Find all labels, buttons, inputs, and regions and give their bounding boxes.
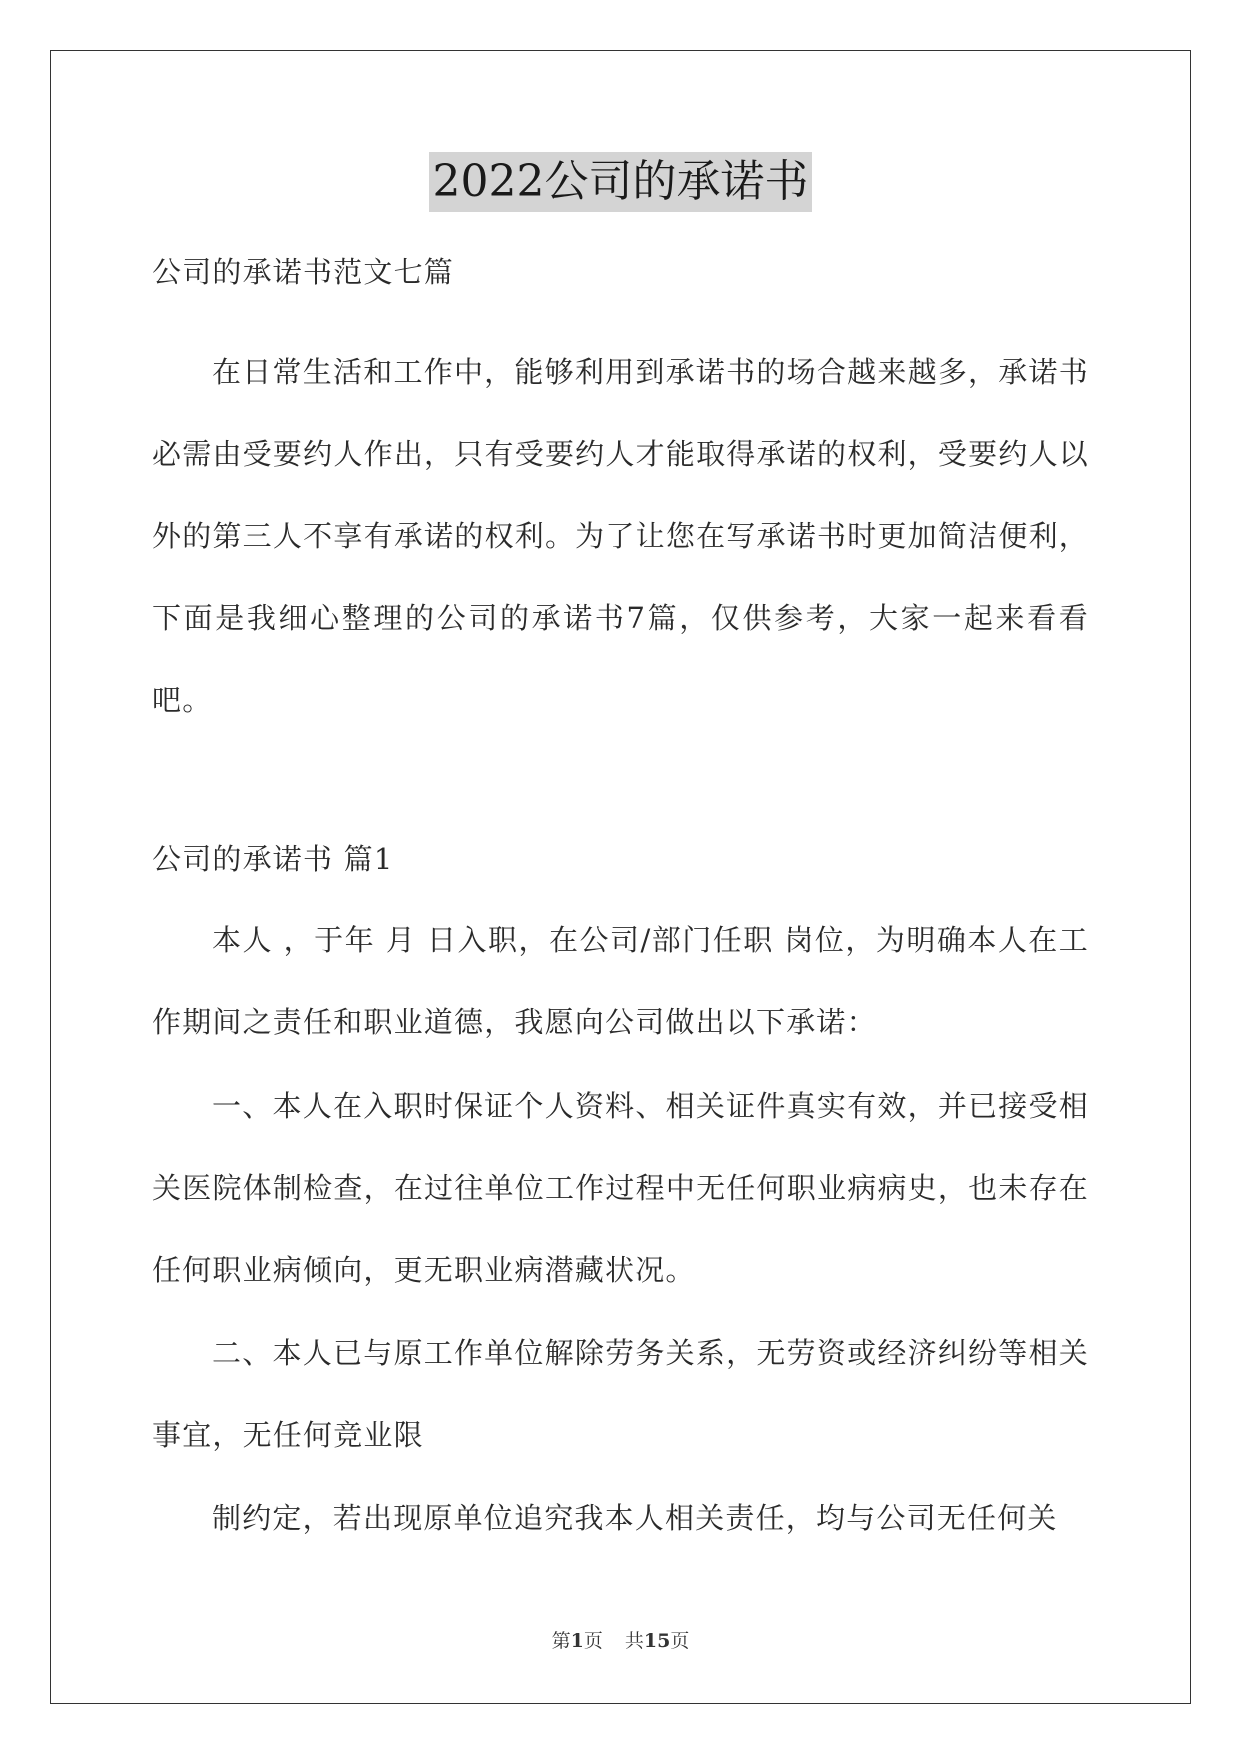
- subtitle-text: 公司的承诺书范文七篇: [152, 255, 455, 289]
- section-heading-text: 公司的承诺书 篇1: [152, 842, 394, 876]
- commitment-intro-text: 本人 ，于年 月 日入职，在公司/部门任职 岗位，为明确本人在工作期间之责任和职业道德，我愿向公司做出以下承诺：: [152, 923, 1089, 1039]
- total-suffix: 页: [670, 1630, 690, 1652]
- commitment-paragraph-intro: [152, 899, 1089, 1063]
- page-suffix: 页: [583, 1630, 603, 1652]
- page-footer: [0, 1626, 1241, 1653]
- document-title: 2022公司的承诺书: [429, 152, 813, 212]
- page-total: 15: [643, 1630, 671, 1652]
- total-prefix: 共: [624, 1630, 644, 1652]
- section-heading: [152, 818, 1089, 900]
- heading-subtitle: [152, 231, 1089, 313]
- commitment-item-1-text: 一、本人在入职时保证个人资料、相关证件真实有效，并已接受相关医院体制检查，在过往单位工作过程中无任何职业病病史，也未存在任何职业病倾向，更无职业病潜藏状况。: [152, 1089, 1089, 1287]
- commitment-item-2-continued: [152, 1477, 1089, 1559]
- commitment-item-2-continued-text: 制约定，若出现原单位追究我本人相关责任，均与公司无任何关: [212, 1501, 1058, 1535]
- page-current: 1: [570, 1630, 584, 1652]
- intro-text: 在日常生活和工作中，能够利用到承诺书的场合越来越多，承诺书必需由受要约人作出，只有受要约人才能取得承诺的权利，受要约人以外的第三人不享有承诺的权利。为了让您在写承诺书时更加简洁便利，下面是我细心整理的公司的承诺书7篇，仅供参考，大家一起来看看吧。: [152, 355, 1089, 717]
- page-prefix: 第: [551, 1630, 571, 1652]
- commitment-item-2-text: 二、本人已与原工作单位解除劳务关系，无劳资或经济纠纷等相关事宜，无任何竞业限: [152, 1336, 1089, 1452]
- commitment-item-1: [152, 1065, 1089, 1311]
- title-container: [0, 152, 1241, 212]
- commitment-item-2: [152, 1312, 1089, 1476]
- intro-paragraph: [152, 331, 1089, 741]
